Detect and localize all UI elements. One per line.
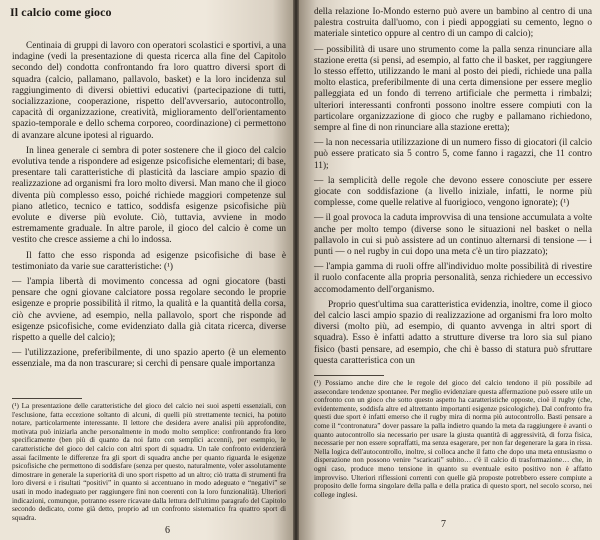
list-item: — possibilità di usare uno strumento come la palla senza rinunciare alla stazione eretta (si pensi, ad esempio, al fatto che il basket, per raggiungere lo stesso effetto, utilizzando le mani al posto dei piedi, richiede una palla molto elastica, preferibilmente di una certa dimensione per essere meglio palleggiata ed un fondo di terreno artificiale che permetta i rimbalzi; ulteriori interessanti confronti possono inoltre essere compiuti con la particolare organizzazione di gioco che rugby e pallamano richiedono, sempre al fine di non rinunciare alla stazione eretta); <box>314 44 592 134</box>
list-item: — il goal provoca la caduta improvvisa di una tensione accumulata a volte anche per molto tempo (diverse sono le situazioni nel basket o nella pallavolo in cui si può assistere ad un continuo alternarsi di tensione — i punti — o nel rugby in cui dopo una meta c'è un tiro piazzato); <box>314 213 592 258</box>
list-item: — l'ampia libertà di movimento concessa ad ogni giocatore (basti pensare che ogni giovane calciatore possa regolare secondo le proprie esigenze e proprie possibilità il ritmo, la qualità e la quantità della corsa, ciò che avviene, ad esempio, nella pallavolo, sport che risponde ad esigenze psicofisiche, come evidenziato dalla già citata ricerca, diverse rispetto a quelle del calcio); <box>12 277 286 344</box>
running-title: Il calcio come gioco <box>10 5 112 19</box>
footnote-text: (¹) Possiamo anche dire che le regole del gioco del calcio tendono il più possibile ad assecondare tendenze spontanee. Per meglio evidenziare questa affermazione può essere utile un confronto con un gioco che sotto questo aspetto ha caratteristiche opposte, cioè il rugby (che, evidentemente, soddisfa altre ed altrettanto importanti esigenze psicologiche). Dal confronto fra questi due sport è infatti emerso che il rugby mira di norma più autocontrollo. Basti pensare a come il “contronatura” dover passare la palla indietro quando la meta da raggiungere è avanti o quanto autocontrollo sia necessario per usare la giusta quantità di aggressività, di forza fisica, necessarie per non essere sopraffatti, ma senza esagerare, per non far degenerare la gara in rissa. Nella logica dell'autocontrollo, inoltre, si colloca anche il fatto che dopo una meta entusiasmo o disperazione non possono venire “scaricati” subito… c'è il calcio di trasformazione… che, in ogni caso, produce meno tensione in quanto su eventuale esito positivo non è affatto improvviso. Ulteriori riflessioni correnti con quelle già proposte potrebbero essere compiute a proposito delle forma singolare della palla e della pratica di questo sport, nel secolo scorso, nei college inglesi. <box>314 379 592 499</box>
list-item: — la semplicità delle regole che devono essere conosciute per essere giocate con soddisfazione (a livello iniziale, infatti, le norme più complesse, come quelle relative al fuorigioco, vengono ignorate); (¹) <box>314 175 592 209</box>
page-number: 6 <box>165 525 170 536</box>
right-body-text <box>314 7 592 371</box>
footnote-text: (¹) La presentazione delle caratteristiche del gioco del calcio nei suoi aspetti essenziali, con l'esclusione, fatta eccezione soltanto di alcuni, di quelli più strettamente tecnici, ha potuto notare, particolarmente interessante. Il lettore che desidera avere analisi più approfondite, motivata può iniziarla anche personalmente in modo molto semplice: confrontando fra loro specificamente (ben più di quanto da noi fatto con semplici accenni), per esempio, le caratteristiche del gioco del calcio con altri sport di squadra. Un tale confronto evidenzierà assai facilmente le differenze fra gli sport di squadra anche per quanto riguarda le esigenze psicofisiche che permettono di soddisfare (senza per questo, naturalmente, voler assolutamente dimostrare in generale la superiorità di uno sport rispetto ad un altro; ciò tratta di strumenti fra loro diversi e i risultati “positivi” in quanto si accentuano in modo adeguato e “negativi” se usati in modo inadeguato per raggiungere fini non coerenti con la loro funzionalità). Ulteriori indicazioni, comunque, potranno essere ricavate dalla lettura dell'ultimo paragrafo del Capitolo secondo dedicato, come già detto, proprio ad un confronto sistematico fra quattro sport di squadra. <box>12 402 286 522</box>
footnote-rule <box>12 398 82 399</box>
left-page <box>0 0 293 540</box>
paragraph: Proprio quest'ultima sua caratteristica evidenzia, inoltre, come il gioco del calcio lasci ampio spazio di realizzazione ad organismi fra loro molto diversi (molto più, ad esempio, di quanto avvenga in altri sport di squadra). Esso è infatti adatto a strutture diverse tra loro sia sul piano fisico (basti pensare, ad esempio, che chi è basso di statura può sfruttare questa caratteristica con un <box>314 299 592 366</box>
page-number: 7 <box>441 519 446 530</box>
footnote-rule <box>314 375 384 376</box>
left-footnote <box>12 402 286 522</box>
right-footnote <box>314 379 592 499</box>
paragraph: Centinaia di gruppi di lavoro con operatori scolastici e sportivi, a una indagine (vedi la presentazione di questa ricerca alla fine del Capitolo secondo del) condotta confrontando fra loro quattro diversi sport di squadra (calcio, pallamano, pallavolo, basket) e la loro incidenza sul raggiungimento di diversi obiettivi educativi (partecipazione di tutti, socializzazione, cooperazione, rispetto dell'avversario, autocontrollo, capacità di organizzazione, creatività, miglioramento dell'orientamento spazio-temporale e dello schema corporeo, coordinazione) ci permettono di avanzare alcune ipotesi al riguardo. <box>12 41 286 141</box>
list-item: — l'utilizzazione, preferibilmente, di uno spazio aperto (è un elemento essenziale, ma da non trascurare; si cerchi di pensare quale importanza <box>12 348 286 370</box>
right-page <box>299 0 600 540</box>
list-item: — la non necessaria utilizzazione di un numero fisso di giocatori (il calcio può essere praticato sia 5 contro 5, come fanno i ragazzi, che 11 contro 11); <box>314 138 592 171</box>
paragraph: Il fatto che esso risponda ad esigenze psicofisiche di base è testimoniato da varie sue caratteristiche: (¹) <box>12 250 286 272</box>
paragraph: In linea generale ci sembra di poter sostenere che il gioco del calcio evolutiva tende a rispondere ad esigenze psicofisiche elementari; di base, presentare tali caratteristiche di plasticità da lasciare ampio spazio di realizzazione ad organismi fra loro molto diversi. Man mano che il gioco diventa più complesso esso, poiché richiede maggiori competenze sul piano atletico, tecnico e tattico, soddisfa esigenze psicofisiche più evolute e diverse più evolute. Ciò, tuttavia, avviene in modo estremamente graduale. In altre parole, il gioco del calcio è come un vestito che cresce assieme a chi lo indossa. <box>12 145 286 246</box>
paragraph: della relazione Io-Mondo esterno può avere un bambino al centro di una palestra costruita dall'uomo, con i piedi appoggiati su cemento, legno o materiale sintetico oppure al centro di un campo di calcio); <box>314 7 592 40</box>
list-item: — l'ampia gamma di ruoli offre all'individuo molte possibilità di rivestire il ruolo confacente alla propria personalità, senza richiedere un eccessivo accomodamento dell'organismo. <box>314 262 592 295</box>
left-body-text <box>12 41 286 375</box>
